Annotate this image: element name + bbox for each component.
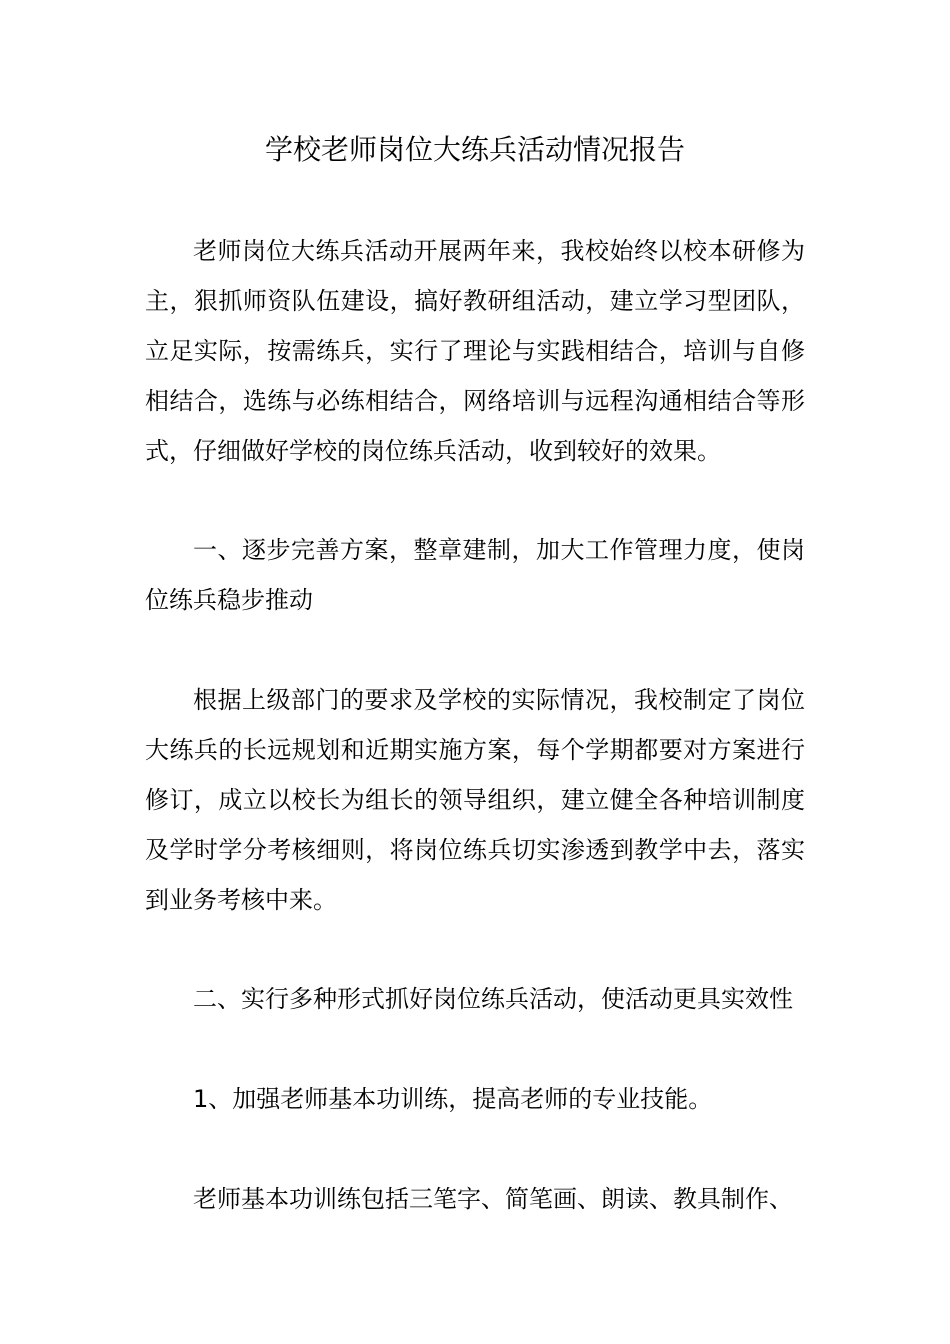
- body-paragraph: 老师基本功训练包括三笔字、简笔画、朗读、教具制作、: [193, 1185, 793, 1213]
- body-paragraph: 根据上级部门的要求及学校的实际情况，我校制定了岗位大练兵的长远规划和近期实施方案，每个学期都要对方案进行修订，成立以校长为组长的领导组织，建立健全各种培训制度及学时学分考核细则，将岗位练兵切实渗透到教学中去，落实到业务考核中来。: [145, 686, 805, 914]
- document-title: 学校老师岗位大练兵活动情况报告: [264, 133, 685, 166]
- section-heading: 二、实行多种形式抓好岗位练兵活动，使活动更具实效性: [193, 985, 793, 1013]
- body-paragraph: 老师岗位大练兵活动开展两年来，我校始终以校本研修为主，狠抓师资队伍建设，搞好教研组活动，建立学习型团队，立足实际，按需练兵，实行了理论与实践相结合，培训与自修相结合，选练与必练相结合，网络培训与远程沟通相结合等形式，仔细做好学校的岗位练兵活动，收到较好的效果。: [145, 237, 805, 465]
- subsection-heading: 1、加强老师基本功训练，提高老师的专业技能。: [193, 1085, 713, 1113]
- section-heading: 一、逐步完善方案，整章建制，加大工作管理力度，使岗位练兵稳步推动: [145, 536, 805, 614]
